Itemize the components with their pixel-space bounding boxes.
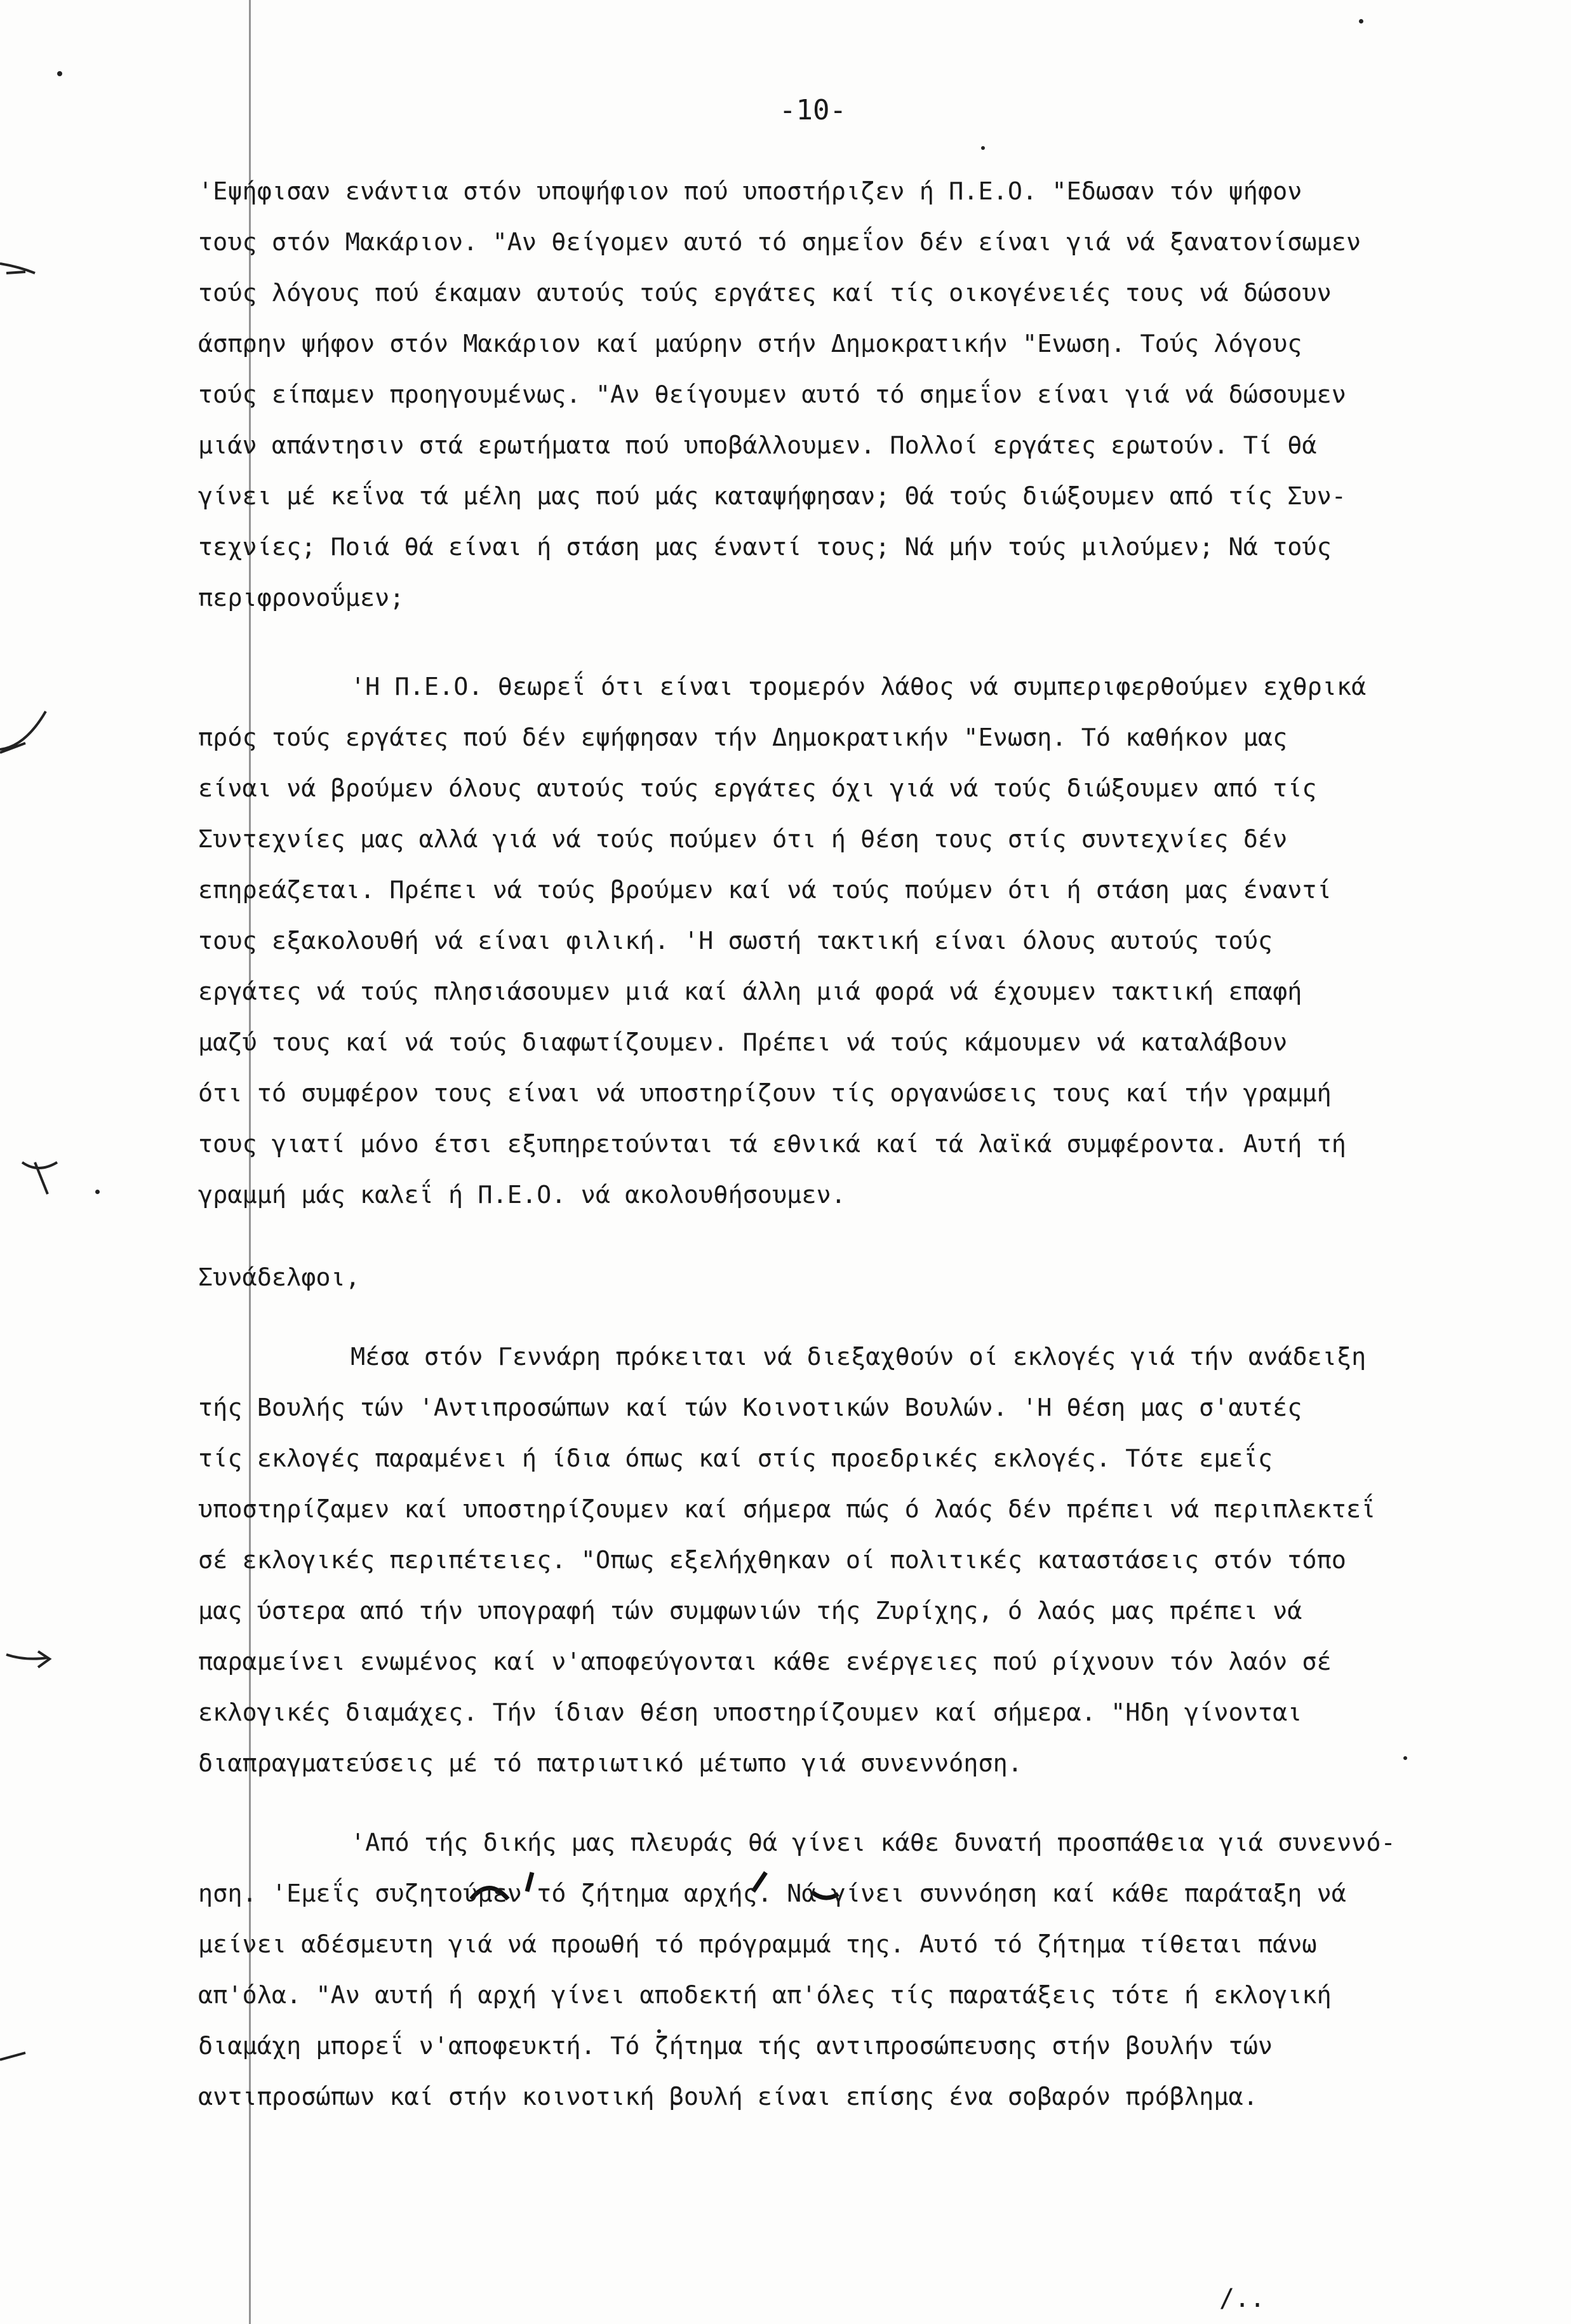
text-line: σέ εκλογικές περιπέτειες. "Οπως εξελήχθηκαν οί πολιτικές καταστάσεις στόν τόπο [198, 1546, 1346, 1575]
text-line: τούς λόγους πού έκαμαν αυτούς τούς εργάτες καί τίς οικογένειές τους νά δώσουν [198, 279, 1332, 307]
paper-speck [1359, 19, 1363, 24]
text-line: 'Από τής δικής μας πλευράς θά γίνει κάθε δυνατή προσπάθεια γιά συνεννό- [351, 1829, 1396, 1857]
continuation-mark: /.. [1219, 2284, 1266, 2313]
text-line: τούς είπαμεν προηγουμένως. "Αν θείγουμεν αυτό τό σημεΐον είναι γιά νά δώσουμεν [198, 380, 1346, 409]
text-line: Συντεχνίες μας αλλά γιά νά τούς πούμεν ότι ή θέση τους στίς συντεχνίες δέν [198, 825, 1288, 854]
paragraph-2 [198, 662, 1516, 1221]
paper-speck [981, 146, 985, 150]
text-line: Μέσα στόν Γεννάρη πρόκειται νά διεξαχθούν οί εκλογές γιά τήν ανάδειξη [351, 1343, 1367, 1371]
margin-mark-4 [6, 1651, 50, 1667]
text-line: διαμάχη μπορεΐ ν'αποφευκτή. Τό ζήτημα τής αντιπροσώπευσης στήν βουλήν τών [198, 2032, 1273, 2060]
text-line: 'Εψήφισαν ενάντια στόν υποψήφιον πού υποστήριζεν ή Π.Ε.Ο. "Εδωσαν τόν ψήφον [198, 177, 1302, 206]
text-line: πρός τούς εργάτες πού δέν εψήφησαν τήν Δημοκρατικήν "Ενωση. Τό καθήκον μας [198, 723, 1288, 752]
text-line: τεχνίες; Ποιά θά είναι ή στάση μας έναντί τους; Νά μήν τούς μιλούμεν; Νά τούς [198, 533, 1332, 561]
text-line: απ'όλα. "Αν αυτή ή αρχή γίνει αποδεκτή απ'όλες τίς παρατάξεις τότε ή εκλογική [198, 1981, 1332, 2010]
paragraph-1 [198, 166, 1516, 624]
paragraph-4 [198, 1818, 1516, 2123]
text-line: επηρεάζεται. Πρέπει νά τούς βρούμεν καί νά τούς πούμεν ότι ή στάση μας έναντί [198, 876, 1332, 904]
text-line: γραμμή μάς καλεΐ ή Π.Ε.Ο. νά ακολουθήσουμεν. [198, 1181, 846, 1209]
text-line: τους γιατί μόνο έτσι εξυπηρετούνται τά εθνικά καί τά λαϊκά συμφέροντα. Αυτή τή [198, 1130, 1346, 1159]
text-line: άσπρην ψήφον στόν Μακάριον καί μαύρην στήν Δημοκρατικήν "Ενωση. Τούς λόγους [198, 330, 1302, 358]
text-line: τής Βουλής τών 'Αντιπροσώπων καί τών Κοινοτικών Βουλών. 'Η θέση μας σ'αυτές [198, 1394, 1302, 1422]
salutation [198, 1253, 1516, 1303]
text-line: τίς εκλογές παραμένει ή ίδια όπως καί στίς προεδρικές εκλογές. Τότε εμεΐς [198, 1444, 1273, 1473]
text-line: περιφρονοΰμεν; [198, 584, 404, 612]
text-line: μας ύστερα από τήν υπογραφή τών συμφωνιών τής Ζυρίχης, ό λαός μας πρέπει νά [198, 1597, 1302, 1625]
text-line: 'Η Π.Ε.Ο. θεωρεΐ ότι είναι τρομερόν λάθος νά συμπεριφερθούμεν εχθρικά [351, 673, 1367, 701]
text-line: γίνει μέ κεΐνα τά μέλη μας πού μάς καταψήφησαν; Θά τούς διώξουμεν από τίς Συν- [198, 482, 1346, 511]
text-line: τους εξακολουθή νά είναι φιλική. 'Η σωστή τακτική είναι όλους αυτούς τούς [198, 927, 1273, 955]
margin-mark-5 [0, 2053, 25, 2060]
margin-mark-3 [22, 1162, 57, 1194]
text-line: Συνάδελφοι, [198, 1263, 360, 1292]
text-line: εκλογικές διαμάχες. Τήν ίδιαν θέση υποστηρίζουμεν καί σήμερα. "Ηδη γίνονται [198, 1698, 1302, 1727]
text-line: τους στόν Μακάριον. "Αν θείγομεν αυτό τό σημεΐον δέν είναι γιά νά ξανατονίσωμεν [198, 228, 1361, 257]
text-line: διαπραγματεύσεις μέ τό πατριωτικό μέτωπο γιά συνεννόηση. [198, 1749, 1023, 1778]
text-line: αντιπροσώπων καί στήν κοινοτική βουλή είναι επίσης ένα σοβαρόν πρόβλημα. [198, 2083, 1258, 2111]
text-line: παραμείνει ενωμένος καί ν'αποφεύγονται κάθε ενέργειες πού ρίχνουν τόν λαόν σέ [198, 1648, 1332, 1676]
paragraph-3 [198, 1332, 1516, 1789]
text-line: μαζύ τους καί νά τούς διαφωτίζουμεν. Πρέπει νά τούς κάμουμεν νά καταλάβουν [198, 1028, 1288, 1057]
paper-speck [57, 71, 62, 76]
text-line: μείνει αδέσμευτη γιά νά προωθή τό πρόγραμμά της. Αυτό τό ζήτημα τίθεται πάνω [198, 1930, 1317, 1959]
margin-mark-1 [0, 264, 35, 273]
text-line: μιάν απάντησιν στά ερωτήματα πού υποβάλλουμεν. Πολλοί εργάτες ερωτούν. Τί θά [198, 431, 1317, 460]
page-number: -10- [779, 94, 846, 126]
text-line: ηση. 'Εμεΐς συζητούμεν τό ζήτημα αρχής. Νά γίνει συννόηση καί κάθε παράταξη νά [198, 1879, 1346, 1908]
text-line: είναι νά βρούμεν όλους αυτούς τούς εργάτες όχι γιά νά τούς διώξουμεν από τίς [198, 774, 1317, 803]
document-body [198, 166, 1516, 2123]
margin-mark-2 [0, 711, 46, 753]
text-line: ότι τό συμφέρον τους είναι νά υποστηρίζουν τίς οργανώσεις τους καί τήν γραμμή [198, 1079, 1332, 1108]
text-line: εργάτες νά τούς πλησιάσουμεν μιά καί άλλη μιά φορά νά έχουμεν τακτική επαφή [198, 977, 1302, 1006]
text-line: υποστηρίζαμεν καί υποστηρίζουμεν καί σήμερα πώς ό λαός δέν πρέπει νά περιπλεκτεΐ [198, 1495, 1376, 1524]
paper-speck [95, 1190, 100, 1194]
